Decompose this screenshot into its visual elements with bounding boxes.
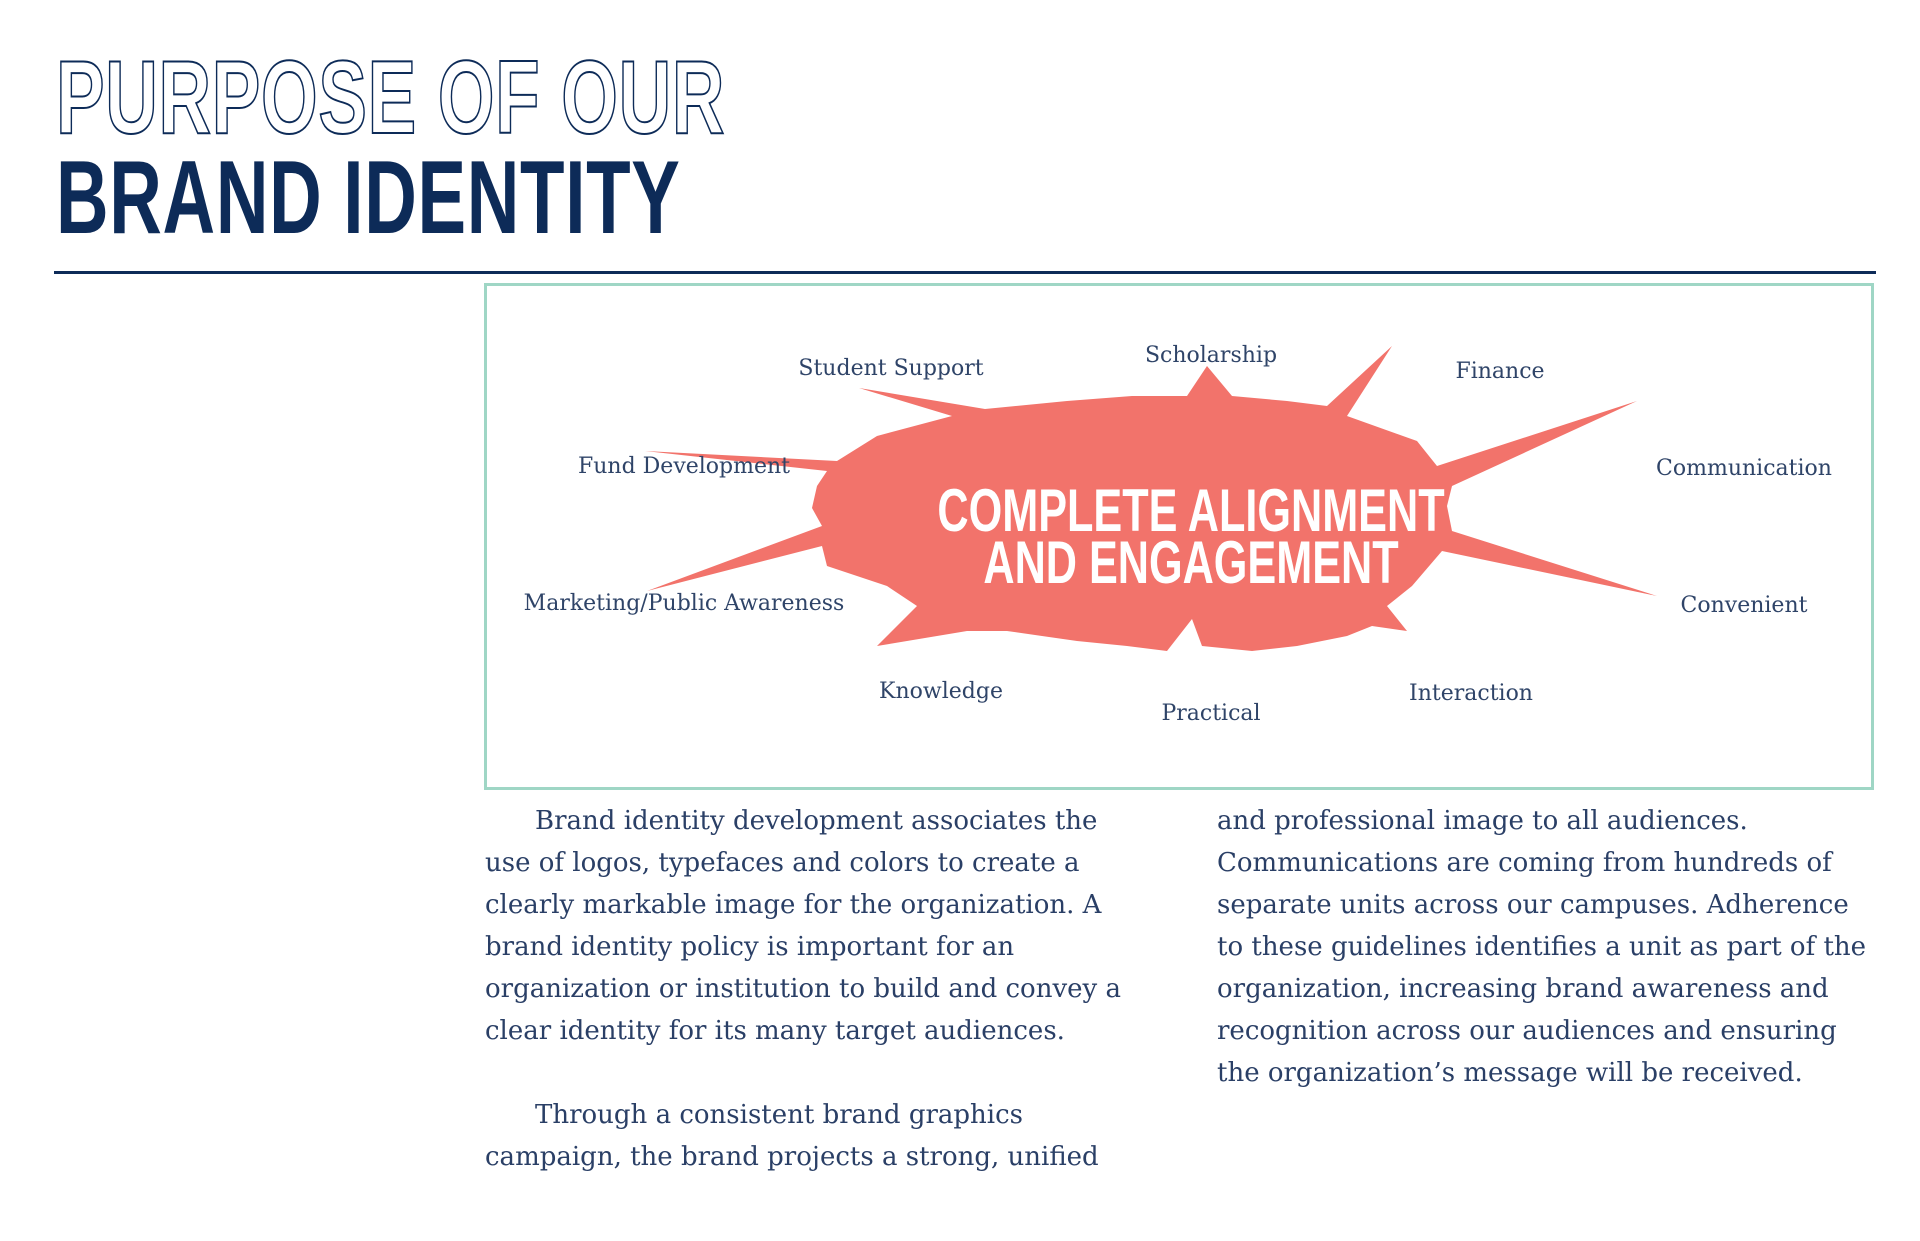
body-paragraph-2: Through a consistent brand graphics campaign, the brand projects a strong, unified xyxy=(485,1100,1099,1172)
node-marketing-public-awareness: Marketing/Public Awareness xyxy=(523,591,845,616)
node-fund-development: Fund Development xyxy=(577,454,791,479)
node-knowledge: Knowledge xyxy=(879,679,1003,704)
title-outline-line: PURPOSE OF OUR xyxy=(56,40,726,156)
node-communication: Communication xyxy=(1656,456,1832,481)
title-solid-line: BRAND IDENTITY xyxy=(56,140,681,256)
center-label-line1: COMPLETE ALIGNMENT xyxy=(937,477,1445,544)
center-label xyxy=(839,477,1543,596)
body-paragraph-2-continued: and professional image to all audiences. Communications are coming from hundreds of separate units across our campuses. Adherence to these guidelines identifies a unit as part of the organization, increasing brand awareness and recognition across our audiences and ensuring the organization’s message will be received. xyxy=(1217,806,1867,1088)
alignment-diagram xyxy=(484,283,1874,790)
node-convenient: Convenient xyxy=(1680,593,1808,618)
page-title xyxy=(56,40,1012,256)
header-divider xyxy=(54,271,1876,274)
paragraph-gap xyxy=(485,1052,1135,1094)
body-column-right xyxy=(1217,800,1867,1094)
body-column-left xyxy=(485,800,1135,1178)
node-interaction: Interaction xyxy=(1409,681,1533,706)
node-practical: Practical xyxy=(1161,701,1261,726)
node-scholarship: Scholarship xyxy=(1144,343,1278,368)
center-label-line2: AND ENGAGEMENT xyxy=(983,529,1399,596)
body-paragraph-1: Brand identity development associates the use of logos, typefaces and colors to create a clearly markable image for the organization. A brand identity policy is important for an organization or institution to build and convey a clear identity for its many target audiences. xyxy=(485,806,1121,1046)
node-student-support: Student Support xyxy=(798,356,984,381)
node-finance: Finance xyxy=(1455,359,1545,384)
